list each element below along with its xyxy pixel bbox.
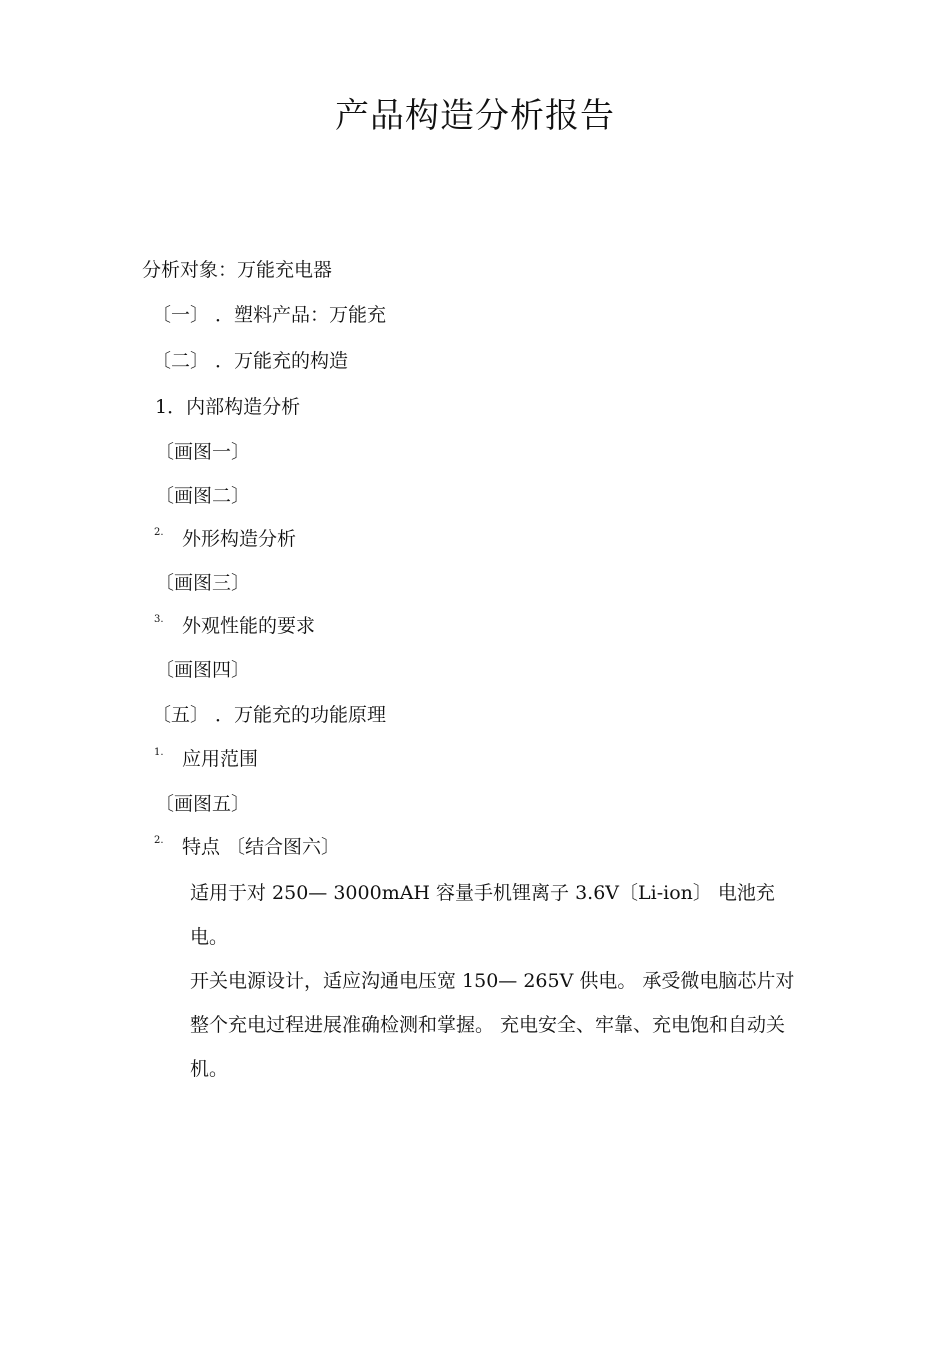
figure-4-placeholder: 〔画图四〕 bbox=[155, 659, 251, 681]
item-5-1-heading: 应用范围 bbox=[182, 748, 259, 770]
item-3-heading: 外观性能的要求 bbox=[182, 615, 316, 637]
item-5-2-heading: 特点 〔结合图六〕 bbox=[182, 836, 341, 858]
section-5-heading: 〔五〕 ．万能充的功能原理 bbox=[152, 704, 387, 726]
item-2-number: 2. bbox=[154, 527, 164, 538]
figure-2-placeholder: 〔画图二〕 bbox=[155, 485, 251, 507]
item-5-1-number: 1. bbox=[154, 747, 164, 758]
analysis-object: 分析对象：万能充电器 bbox=[142, 259, 333, 281]
item-2-heading: 外形构造分析 bbox=[182, 528, 297, 550]
section-1-heading: 〔一〕 ．塑料产品：万能充 bbox=[152, 304, 387, 326]
page-title: 产品构造分析报告 bbox=[335, 96, 615, 136]
feature-paragraph-2: 开关电源设计，适应沟通电压宽 150— 265V 供电。 承受微电脑芯片对整个充电过程进展准确检测和掌握。 充电安全、牢靠、充电饱和自动关机。 bbox=[190, 970, 795, 1080]
item-3-number: 3. bbox=[154, 614, 164, 625]
item-1-heading: 1．内部构造分析 bbox=[155, 396, 301, 418]
feature-paragraph-1: 适用于对 250— 3000mAH 容量手机锂离子 3.6V〔Li-ion〕 电池充电。 bbox=[190, 882, 775, 948]
feature-paragraphs bbox=[190, 871, 812, 1091]
section-2-heading: 〔二〕 ．万能充的构造 bbox=[152, 350, 349, 372]
item-5-2-number: 2. bbox=[154, 835, 164, 846]
figure-3-placeholder: 〔画图三〕 bbox=[155, 572, 251, 594]
figure-5-placeholder: 〔画图五〕 bbox=[155, 793, 251, 815]
figure-1-placeholder: 〔画图一〕 bbox=[155, 441, 251, 463]
